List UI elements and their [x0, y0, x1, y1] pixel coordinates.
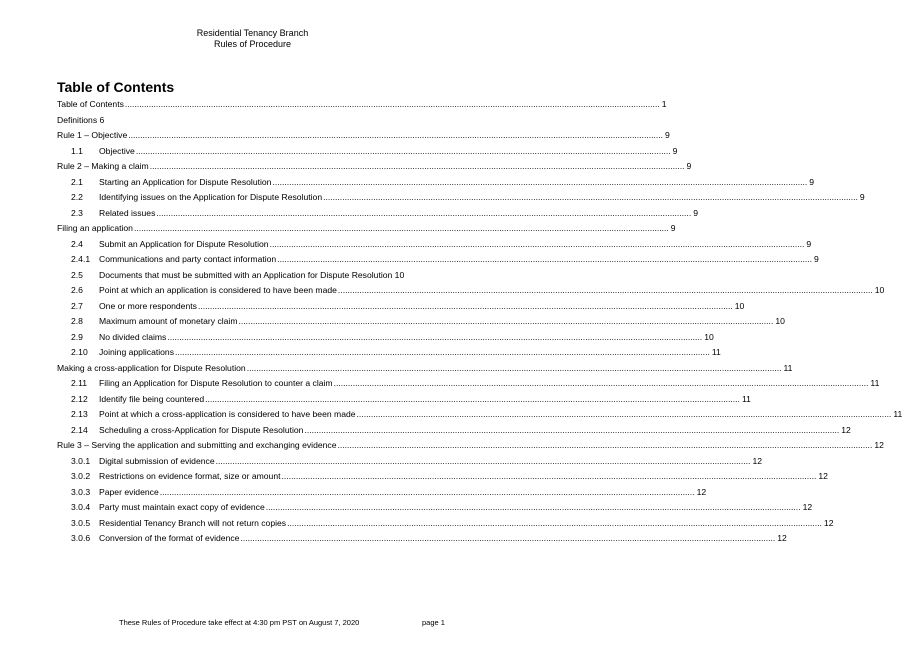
- toc-entry-page: 10: [704, 331, 714, 342]
- toc-entry[interactable]: [57, 517, 834, 529]
- toc-dot-leader: [125, 99, 660, 110]
- toc-entry-page: 9: [806, 238, 812, 249]
- toc-entry-number: 2.5: [71, 269, 83, 280]
- toc-entry-page: 10: [734, 300, 745, 311]
- toc-entry-page: 9: [670, 223, 676, 233]
- toc-entry-text: Filing an Application for Dispute Resolution to counter a claim: [99, 378, 333, 388]
- toc-entry-number: 3.0.2: [71, 471, 91, 481]
- toc-dot-leader: [198, 301, 733, 312]
- toc-entry[interactable]: [57, 533, 787, 544]
- toc-entry[interactable]: [57, 300, 745, 312]
- toc-dot-leader: [272, 177, 807, 188]
- header-line-2: Rules of Procedure: [213, 39, 292, 49]
- toc-entry-text: Restrictions on evidence format, size or amount: [99, 471, 281, 481]
- toc-entry-page: 10: [874, 285, 885, 295]
- toc-entry-text: Related issues: [99, 207, 156, 218]
- toc-entry-number: 3.0.5: [71, 517, 91, 528]
- toc-entry-text: Point at which an application is considered to have been made: [99, 285, 337, 295]
- toc-entry[interactable]: [57, 238, 812, 250]
- toc-dot-leader: [338, 285, 873, 296]
- toc-entry-number: 3.0.4: [71, 502, 91, 512]
- toc-entry[interactable]: [57, 393, 751, 405]
- toc-dot-leader: [247, 363, 782, 374]
- toc-dot-leader: [205, 394, 740, 405]
- toc-entry-text: Scheduling a cross-Application for Dispute Resolution: [99, 424, 304, 435]
- toc-entry[interactable]: [57, 285, 885, 296]
- toc-entry-page: 12: [752, 455, 762, 466]
- toc-entry-number: 2.10: [71, 347, 88, 357]
- toc-dot-leader: [240, 533, 775, 544]
- toc-entry[interactable]: [57, 471, 828, 482]
- toc-dot-leader: [160, 487, 695, 498]
- toc-entry-text: Making a cross-application for Dispute Resolution: [57, 362, 246, 373]
- toc-entry-text: Conversion of the format of evidence: [99, 533, 240, 543]
- toc-entry-number: 2.4.1: [71, 254, 91, 264]
- toc-dot-leader: [357, 409, 892, 420]
- toc-dot-leader: [266, 502, 801, 513]
- toc-dot-leader: [175, 347, 710, 358]
- toc-entry[interactable]: [57, 424, 851, 436]
- toc-entry[interactable]: [57, 223, 676, 234]
- toc-entry-text: Identify file being countered: [99, 393, 205, 404]
- toc-entry-page: 9: [686, 161, 692, 171]
- toc-entry-number: 3.0.1: [71, 455, 91, 466]
- toc-entry-number: 1.1: [71, 145, 83, 156]
- toc-entry-number: 2.13: [71, 409, 88, 419]
- toc-dot-leader: [239, 316, 774, 327]
- toc-entry-text: No divided claims: [99, 331, 167, 342]
- toc-entry-page: 12: [874, 440, 884, 450]
- toc-entry[interactable]: [57, 378, 880, 389]
- toc-dot-leader: [128, 130, 663, 141]
- toc-dot-leader: [270, 239, 805, 250]
- toc-entry-page: 11: [741, 393, 751, 404]
- toc-entry-text: Maximum amount of monetary claim: [99, 316, 238, 326]
- toc-entry-page: 11: [711, 347, 721, 357]
- toc-dot-leader: [136, 146, 671, 157]
- toc-entry-text: Rule 3 – Serving the application and submitting and exchanging evidence: [57, 440, 337, 450]
- toc-entry-number: 2.11: [71, 378, 88, 388]
- toc-entry-number: 2.14: [71, 424, 88, 435]
- toc-entry[interactable]: [57, 347, 721, 358]
- toc-dot-leader: [156, 208, 691, 219]
- toc-entry[interactable]: [57, 176, 815, 188]
- toc-entry-text: Joining applications: [99, 347, 175, 357]
- toc-entry-page: 9: [665, 130, 670, 140]
- toc-entry[interactable]: [57, 207, 698, 219]
- toc-entry-number: 2.4: [71, 238, 83, 249]
- toc-entry-number: 2.7: [71, 300, 83, 311]
- toc-entry-text: Digital submission of evidence: [99, 455, 215, 466]
- toc-entry[interactable]: [57, 409, 902, 420]
- toc-entry[interactable]: [57, 130, 670, 141]
- toc-entry-text: Identifying issues on the Application for Dispute Resolution: [99, 192, 323, 202]
- document-header: [0, 28, 505, 50]
- toc-dot-leader: [334, 378, 869, 389]
- toc-entry[interactable]: [57, 99, 667, 110]
- toc-entry-number: 2.9: [71, 331, 83, 342]
- toc-entry-text: Filing an application: [57, 223, 133, 233]
- toc-entry[interactable]: [57, 455, 762, 467]
- toc-entry[interactable]: [57, 502, 813, 513]
- toc-entry[interactable]: [57, 362, 793, 374]
- toc-entry-text: Starting an Application for Dispute Resolution: [99, 176, 272, 187]
- toc-entry[interactable]: [57, 270, 446, 281]
- toc-entry-text: Objective: [99, 145, 135, 156]
- toc-entry-number: 2.2: [71, 192, 83, 202]
- toc-entry[interactable]: [57, 486, 707, 498]
- toc-entry-page: 11: [893, 409, 902, 419]
- toc-entry-page: 9: [814, 254, 819, 264]
- toc-dot-leader: [304, 425, 839, 436]
- toc-entry-page: 12: [818, 471, 828, 481]
- toc-entry-page: 9: [859, 192, 865, 202]
- toc-entry-text: Communications and party contact information: [99, 254, 277, 264]
- toc-entry-text: Submit an Application for Dispute Resolution: [99, 238, 269, 249]
- toc-entry-page: 12: [823, 517, 834, 528]
- toc-dot-leader: [167, 332, 702, 343]
- toc-entry[interactable]: [57, 192, 865, 203]
- toc-entry-number: 2.6: [71, 285, 83, 295]
- toc-entry-text: Definitions 6: [57, 114, 105, 125]
- toc-entry[interactable]: [57, 331, 714, 343]
- toc-entry-text: Rule 1 – Objective: [57, 130, 128, 140]
- toc-entry-text: Table of Contents: [57, 99, 124, 109]
- toc-entry-page: 10: [775, 316, 785, 326]
- toc-entry[interactable]: [57, 145, 678, 157]
- toc-entry-page: 9: [672, 145, 678, 156]
- toc-dot-leader: [277, 254, 812, 265]
- toc-entry-text: One or more respondents: [99, 300, 197, 311]
- toc-dot-leader: [287, 518, 822, 529]
- footer-page-number: page 1: [422, 618, 445, 627]
- toc-title: Table of Contents: [57, 79, 175, 95]
- toc-entry-text: Party must maintain exact copy of evidence: [99, 502, 265, 512]
- footer-effective-note: These Rules of Procedure take effect at 4:30 pm PST on August 7, 2020: [119, 618, 360, 627]
- toc-entry-page: 1: [661, 99, 667, 109]
- toc-entry[interactable]: [57, 115, 446, 126]
- toc-entry-page: 9: [809, 176, 815, 187]
- toc-entry-text: Point at which a cross-application is considered to have been made: [99, 409, 356, 419]
- table-of-contents: [57, 99, 902, 549]
- toc-dot-leader: [216, 456, 751, 467]
- toc-entry[interactable]: [57, 440, 884, 451]
- toc-entry-page: 11: [870, 378, 880, 388]
- toc-entry[interactable]: [57, 254, 819, 265]
- toc-entry-number: 2.3: [71, 207, 83, 218]
- toc-entry-number: 2.1: [71, 176, 83, 187]
- toc-dot-leader: [323, 192, 858, 203]
- toc-entry-page: 12: [802, 502, 813, 512]
- header-line-1: Residential Tenancy Branch: [196, 28, 309, 38]
- toc-dot-leader: [282, 471, 817, 482]
- toc-entry-page: 11: [783, 362, 793, 373]
- toc-entry-page: 12: [841, 424, 851, 435]
- toc-entry-text: Rule 2 – Making a claim: [57, 161, 149, 171]
- toc-entry-number: 3.0.6: [71, 533, 91, 543]
- toc-dot-leader: [134, 223, 669, 234]
- toc-entry-text: Documents that must be submitted with an Application for Dispute Resolution 10: [99, 269, 405, 280]
- toc-dot-leader: [150, 161, 685, 172]
- toc-entry[interactable]: [57, 161, 692, 172]
- toc-entry-number: 2.12: [71, 393, 88, 404]
- toc-entry-page: 9: [693, 207, 698, 218]
- toc-entry-page: 12: [777, 533, 787, 543]
- toc-entry-text: Paper evidence: [99, 486, 159, 497]
- toc-entry-number: 2.8: [71, 316, 83, 326]
- toc-entry[interactable]: [57, 316, 785, 327]
- toc-dot-leader: [338, 440, 873, 451]
- toc-entry-text: Residential Tenancy Branch will not return copies: [99, 517, 287, 528]
- toc-entry-number: 3.0.3: [71, 486, 91, 497]
- toc-entry-page: 12: [696, 486, 707, 497]
